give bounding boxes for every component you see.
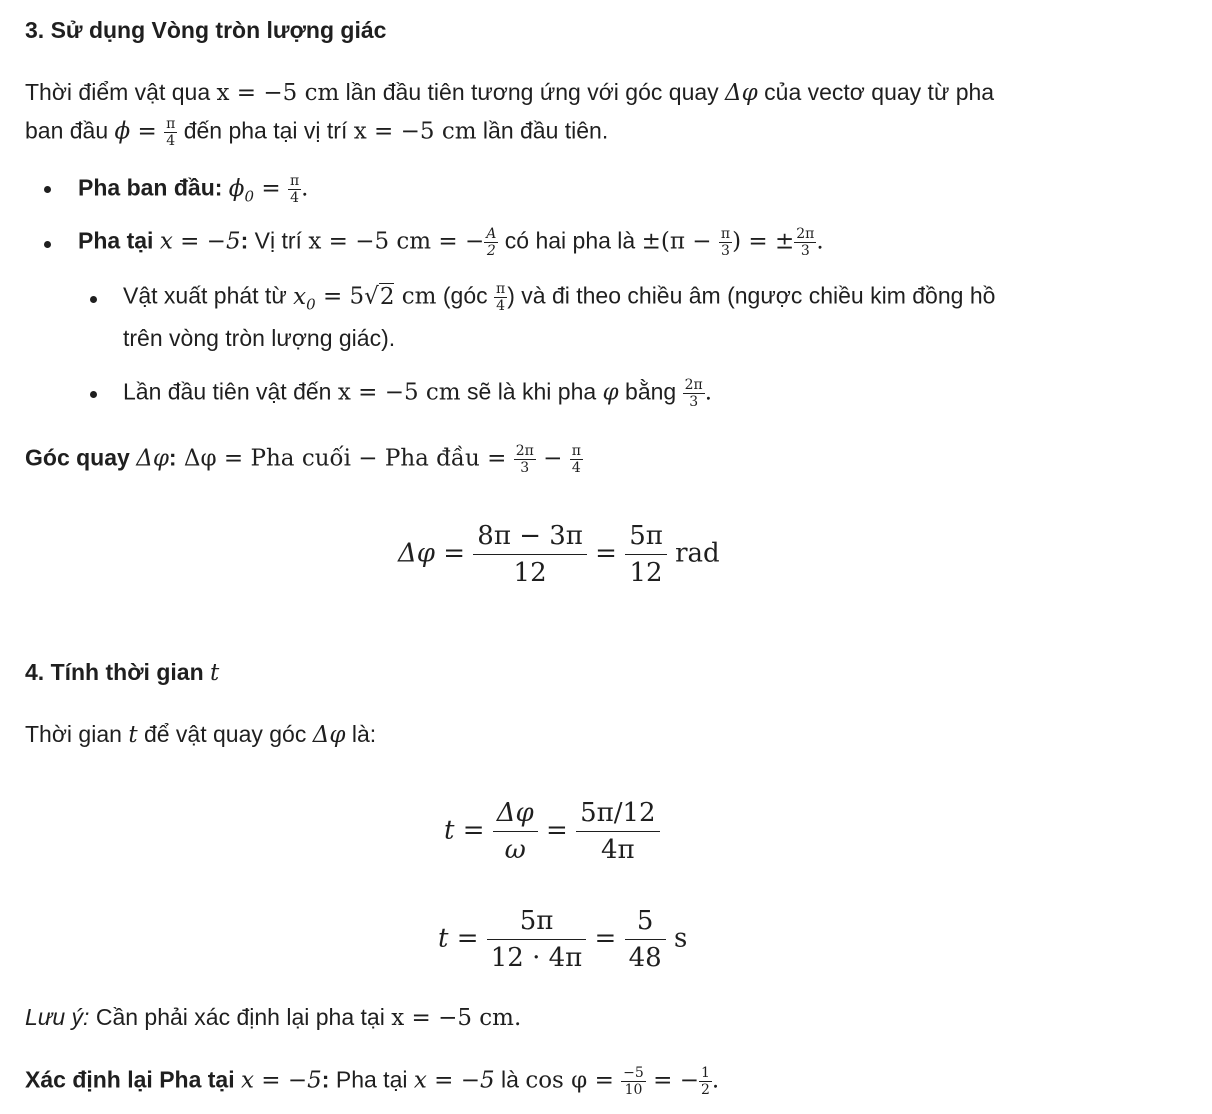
text: là bbox=[494, 1066, 526, 1093]
paragraph-line-1 bbox=[25, 79, 994, 106]
fraction-A-2: $\frac{A}{2}$ bbox=[486, 226, 497, 259]
text: có hai pha là bbox=[498, 227, 642, 254]
fraction-minus5-10: $\frac{-5}{10}$ bbox=[623, 1065, 644, 1098]
math-x: x = −5 cm bbox=[353, 118, 477, 145]
math-unit: s bbox=[665, 923, 688, 954]
fraction-1-2: $\frac{1}{2}$ bbox=[700, 1065, 710, 1098]
text: Vật xuất phát từ bbox=[123, 282, 294, 309]
math: = − bbox=[645, 1067, 699, 1094]
math-x-eq: x = −5 bbox=[241, 1067, 322, 1094]
math-eq: = bbox=[586, 538, 626, 569]
fraction-5pi-12: $\frac{5\pi}{12}$ bbox=[625, 523, 667, 586]
math-phi: φ bbox=[602, 379, 619, 406]
fraction-5pi-12-4pi: $\frac{5\pi}{12 \cdot 4\pi}$ bbox=[487, 908, 587, 971]
paragraph-line-2 bbox=[25, 117, 608, 148]
math-x0: $x_0$ bbox=[293, 283, 316, 314]
math-cos: cos φ = bbox=[525, 1067, 622, 1094]
note-label: Lưu ý: bbox=[25, 1004, 90, 1030]
period: . bbox=[711, 1067, 720, 1094]
math-phi: ϕ = bbox=[114, 118, 165, 145]
math-x-eq: x = −5 bbox=[413, 1067, 495, 1094]
fraction-pi-4: $\frac{\pi}{4}$ bbox=[166, 116, 176, 149]
text: ban đầu bbox=[25, 117, 115, 144]
text: (góc bbox=[436, 282, 495, 309]
math-unit: cm bbox=[394, 283, 437, 310]
section-4-heading: 4. Tính thời gian t bbox=[25, 659, 220, 686]
math-lhs: Δφ = bbox=[398, 538, 474, 569]
fraction-5pi12-4pi: $\frac{5\pi/12}{4\pi}$ bbox=[576, 800, 659, 863]
note-line bbox=[25, 1004, 521, 1031]
math-x-eq: x = −5 bbox=[159, 228, 241, 255]
math-eq: = bbox=[586, 923, 625, 954]
bullet-dot bbox=[44, 186, 51, 193]
period: . bbox=[301, 175, 309, 202]
sub-bullet-start-line-1 bbox=[123, 282, 995, 313]
text: Thời điểm vật qua bbox=[25, 79, 217, 105]
math-eq: = bbox=[254, 175, 288, 202]
fraction-2pi-3: $\frac{2\pi}{3}$ bbox=[684, 377, 703, 410]
math-lhs: t = bbox=[438, 923, 487, 954]
text: lần đầu tiên tương ứng với góc quay bbox=[339, 79, 726, 105]
text: sẽ là khi pha bbox=[460, 378, 603, 405]
bullet-dot bbox=[44, 241, 51, 248]
colon: : bbox=[240, 227, 249, 254]
display-eq-delta-phi bbox=[398, 523, 720, 586]
period: . bbox=[704, 379, 713, 406]
math-t: t bbox=[128, 722, 138, 748]
section-4-paragraph bbox=[25, 721, 376, 748]
math-phi0: $\phi_0$ bbox=[228, 175, 255, 206]
sub-bullet-dot bbox=[90, 296, 97, 303]
label: Góc quay bbox=[25, 444, 137, 471]
label: Xác định lại Pha tại bbox=[25, 1066, 242, 1093]
display-eq-time-2 bbox=[438, 908, 687, 971]
sqrt: √2 bbox=[364, 283, 395, 310]
text: Thời gian bbox=[25, 721, 129, 747]
math-delta-phi: Δφ bbox=[312, 722, 346, 748]
math-t: t bbox=[210, 660, 220, 686]
text: Lần đầu tiên vật đến bbox=[123, 378, 338, 405]
bullet-label: Pha ban đầu: bbox=[78, 174, 223, 201]
math: Δφ = Pha cuối − Pha đầu = bbox=[176, 445, 514, 472]
fraction-pi-3: $\frac{\pi}{3}$ bbox=[720, 226, 731, 259]
bullet-label: Pha tại bbox=[78, 227, 154, 254]
colon: : bbox=[168, 444, 177, 471]
bullet-initial-phase bbox=[78, 174, 308, 205]
display-eq-time-1 bbox=[444, 800, 660, 863]
text: ) và đi theo chiều âm (ngược chiều kim đồng hồ bbox=[507, 282, 996, 309]
fraction-pi-4: $\frac{\pi}{4}$ bbox=[571, 443, 581, 476]
math-delta-phi: Δφ bbox=[725, 80, 758, 106]
sub-bullet-start-line-2: trên vòng tròn lượng giác). bbox=[123, 325, 396, 351]
fraction-2pi-3: $\frac{2\pi}{3}$ bbox=[796, 226, 815, 259]
period: . bbox=[514, 1005, 522, 1031]
math: = 5 bbox=[315, 283, 365, 310]
text: của vectơ quay từ pha bbox=[757, 79, 995, 105]
math-x: x = −5 cm bbox=[391, 1005, 514, 1031]
math-unit: rad bbox=[666, 538, 720, 569]
rotation-angle-line bbox=[25, 444, 583, 475]
math: ) = ± bbox=[732, 228, 795, 255]
text: lần đầu tiên. bbox=[476, 117, 609, 144]
math-lhs: t = bbox=[444, 815, 493, 846]
math-minus: − bbox=[535, 445, 570, 472]
math-x: x = −5 cm bbox=[216, 80, 340, 106]
fraction-5-48: $\frac{5}{48}$ bbox=[625, 908, 666, 971]
fraction-pi-4: $\frac{\pi}{4}$ bbox=[289, 173, 300, 206]
text: để vật quay góc bbox=[137, 721, 313, 747]
colon: : bbox=[321, 1066, 330, 1093]
redetermine-phase-line bbox=[25, 1066, 719, 1097]
text: Vị trí bbox=[248, 227, 309, 254]
fraction-8pi-3pi-12: $\frac{8\pi - 3\pi}{12}$ bbox=[473, 523, 587, 586]
fraction-delta-phi-omega: $\frac{\Delta\varphi}{\omega}$ bbox=[493, 800, 538, 863]
bullet-phase-at-x bbox=[78, 227, 824, 258]
sub-bullet-first-arrival bbox=[123, 378, 712, 409]
fraction-pi-4: $\frac{\pi}{4}$ bbox=[496, 281, 506, 314]
text: bằng bbox=[618, 378, 683, 405]
text: Pha tại bbox=[329, 1066, 414, 1093]
period: . bbox=[816, 228, 824, 255]
text: đến pha tại vị trí bbox=[177, 117, 354, 144]
math-delta-phi: Δφ bbox=[136, 445, 169, 472]
math-position: x = −5 cm = − bbox=[308, 228, 485, 255]
math-x: x = −5 cm bbox=[337, 379, 461, 406]
math: ±(π − bbox=[641, 228, 719, 255]
text: Cần phải xác định lại pha tại bbox=[89, 1004, 392, 1030]
fraction-2pi-3: $\frac{2\pi}{3}$ bbox=[515, 443, 534, 476]
section-3-heading: 3. Sử dụng Vòng tròn lượng giác bbox=[25, 17, 387, 43]
math-eq: = bbox=[537, 815, 577, 846]
text: là: bbox=[345, 721, 377, 747]
sub-bullet-dot bbox=[90, 391, 97, 398]
